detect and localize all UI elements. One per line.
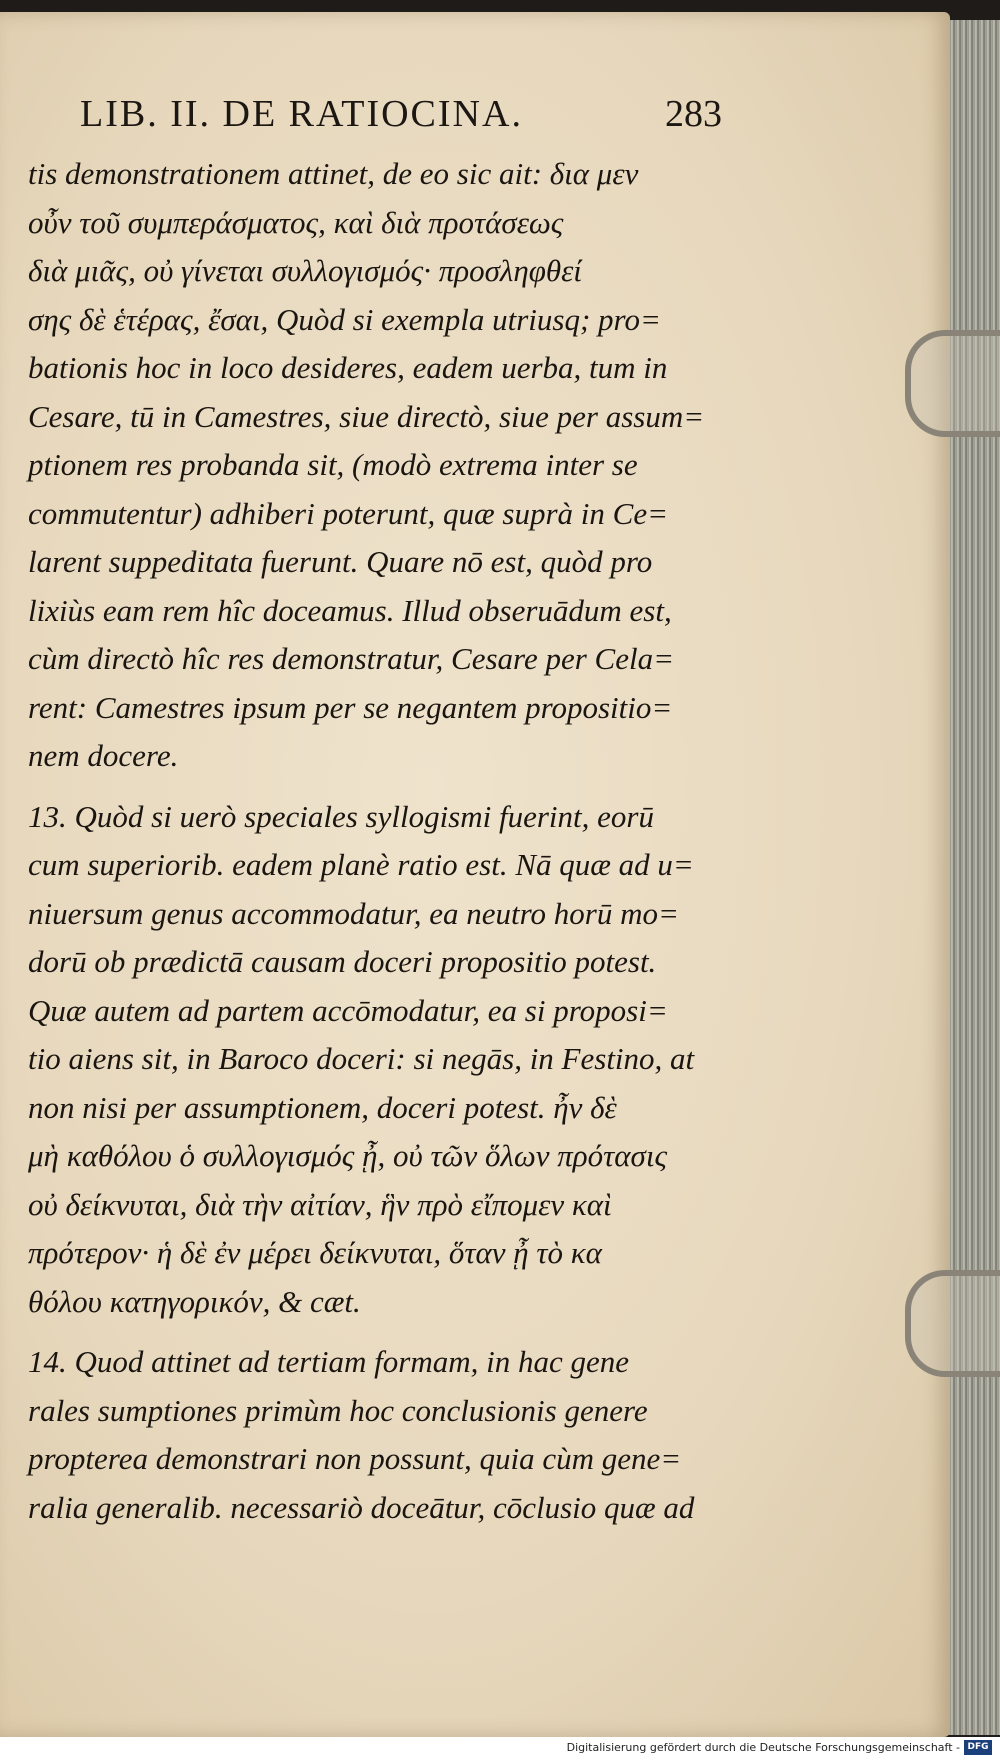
text-line: dorū ob prædictā causam doceri propositio potest.: [28, 944, 657, 979]
text-line: commutentur) adhiberi poterunt, quæ suprà in Ce=: [28, 495, 669, 531]
text-line: rales sumptiones primùm hoc conclusionis genere: [28, 1392, 648, 1428]
page-clip-bottom: [905, 1270, 1000, 1377]
text-line: σης δὲ ἑτέρας, ἔσαι, Quòd si exempla utriusq; pro=: [28, 301, 661, 337]
text-line: μὴ καθόλου ὁ συλλογισμός ᾖ, οὐ τῶν ὅλων πρότασις: [28, 1138, 668, 1173]
page-clip-top: [905, 330, 1000, 437]
running-title: LIB. II. DE RATIOCINA.: [80, 93, 523, 135]
page-body: [28, 150, 743, 1532]
text-line: θόλου κατηγορικόν, & cæt.: [28, 1283, 361, 1319]
digitization-credit: Digitalisierung gefördert durch die Deutsche Forschungsgemeinschaft -: [566, 1741, 960, 1754]
dfg-logo: DFG: [964, 1740, 992, 1755]
text-line: ralia generalib. necessariò doceātur, cōclusio quæ ad: [28, 1489, 695, 1525]
text-line: tio aiens sit, in Baroco doceri: si negās, in Festino, at: [28, 1041, 695, 1076]
page-number: 283: [665, 93, 722, 135]
text-line: rent: Camestres ipsum per se negantem propositio=: [28, 689, 673, 725]
text-line: cum superiorib. eadem planè ratio est. Nā quæ ad u=: [28, 847, 694, 882]
text-line: non nisi per assumptionem, doceri potest. ἦν δὲ: [28, 1089, 617, 1125]
text-line: διὰ μιᾶς, οὐ γίνεται συλλογισμός· προσληφθεί: [28, 253, 582, 288]
text-line: πρότερον· ἡ δὲ ἐν μέρει δείκνυται, ὅταν ᾖ τὸ κα: [28, 1235, 602, 1270]
text-line: niuersum genus accommodatur, ea neutro horū mo=: [28, 895, 679, 931]
text-line: 13. Quòd si uerò speciales syllogismi fuerint, eorū: [28, 798, 654, 834]
text-line: Cesare, tū in Camestres, siue directò, siue per assum=: [28, 398, 705, 434]
text-line: nem docere.: [28, 738, 179, 773]
text-line: cùm directò hîc res demonstratur, Cesare per Cela=: [28, 641, 675, 676]
text-line: 14. Quod attinet ad tertiam formam, in hac gene: [28, 1344, 629, 1379]
text-line: ptionem res probanda sit, (modò extrema inter se: [28, 447, 638, 482]
text-line: lixiùs eam rem hîc doceamus. Illud obseruādum est,: [28, 592, 672, 628]
text-line: οὐ δείκνυται, διὰ τὴν αἰτίαν, ἣν πρὸ εἴπομεν καὶ: [28, 1186, 612, 1222]
text-line: propterea demonstrari non possunt, quia cùm gene=: [28, 1441, 682, 1476]
text-line: Quæ autem ad partem accōmodatur, ea si proposi=: [28, 992, 668, 1028]
text-line: bationis hoc in loco desideres, eadem uerba, tum in: [28, 350, 668, 385]
text-line: larent suppeditata fuerunt. Quare nō est, quòd pro: [28, 544, 653, 579]
text-line: tis demonstrationem attinet, de eo sic ait: δια μεν: [28, 156, 639, 191]
text-line: οὖν τοῦ συμπεράσματος, καὶ διὰ προτάσεως: [28, 204, 564, 240]
